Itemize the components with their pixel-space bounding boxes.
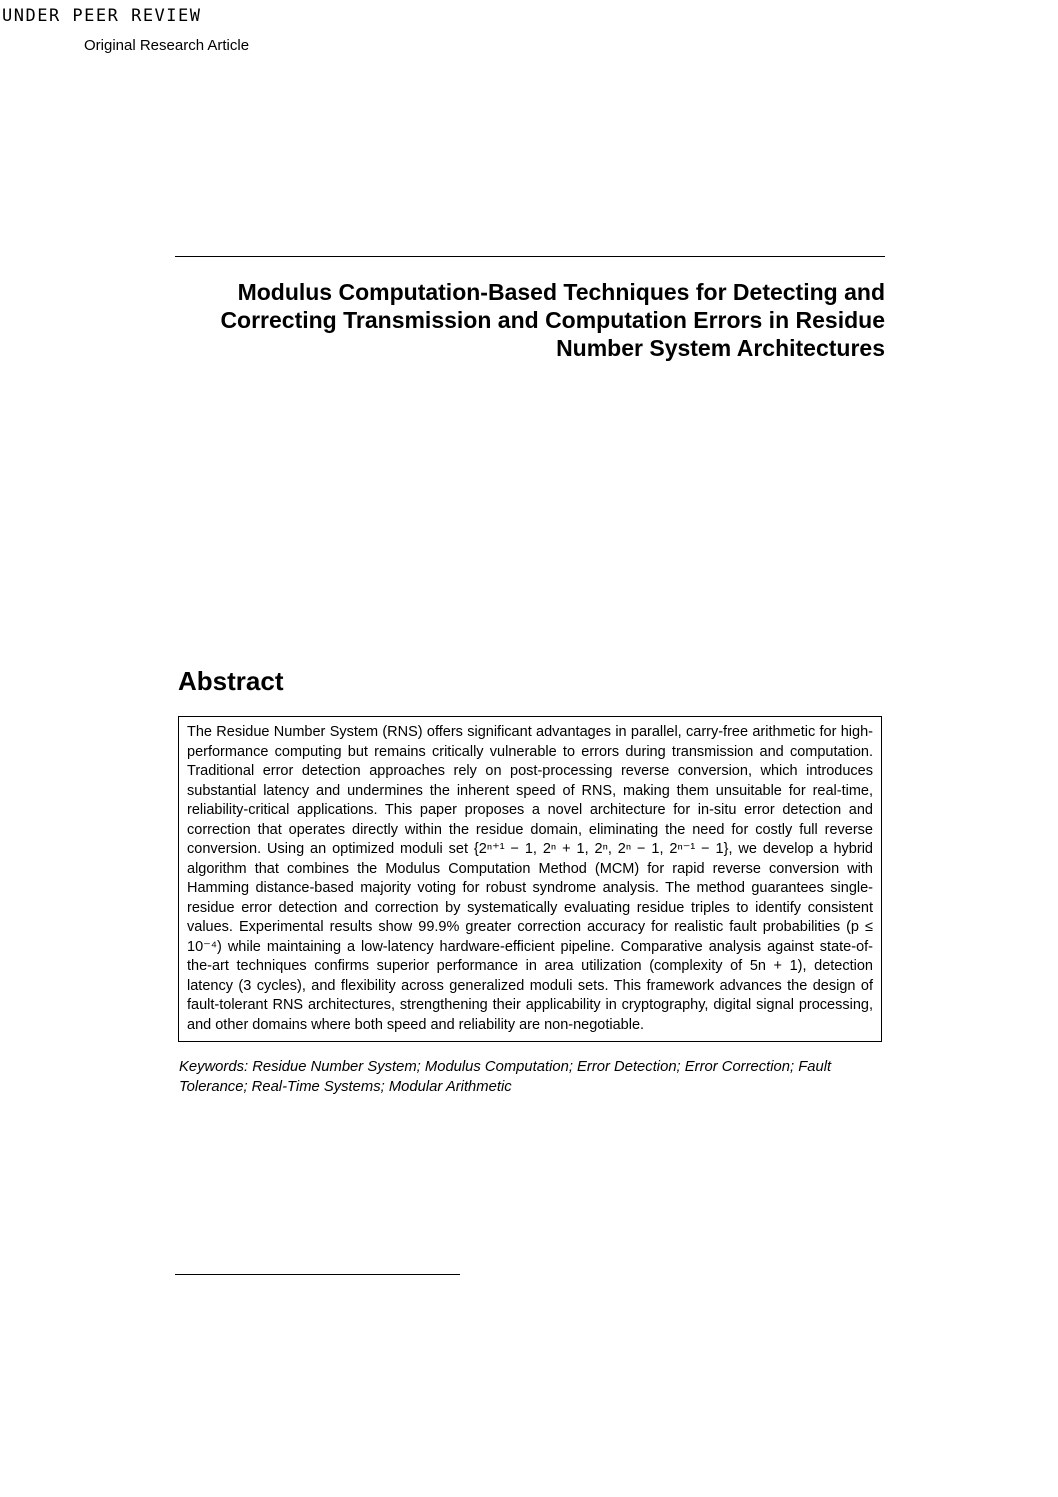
title-rule xyxy=(175,256,885,257)
keywords: Keywords: Residue Number System; Modulus Computation; Error Detection; Error Correction; Fault Tolerance; Real-Time Systems; Modular Arithmetic xyxy=(179,1059,832,1095)
footnote-rule xyxy=(175,1274,460,1275)
paper-title: Modulus Computation-Based Techniques for Detecting and Correcting Transmission and Computation Errors in Residue Number System Architectures xyxy=(220,279,885,361)
abstract-text: The Residue Number System (RNS) offers significant advantages in parallel, carry-free arithmetic for high-performance computing but remains critically vulnerable to errors during transmission and computation. Traditional error detection approaches rely on post-processing reverse conversion, which introduces substantial latency and undermines the inherent speed of RNS, making them unsuitable for real-time, reliability-critical applications. This paper proposes a novel architecture for in-situ error detection and correction that operates directly within the residue domain, eliminating the need for costly full reverse conversion. Using an optimized moduli set {2ⁿ⁺¹ − 1, 2ⁿ + 1, 2ⁿ, 2ⁿ − 1, 2ⁿ⁻¹ − 1}, we develop a hybrid algorithm that combines the Modulus Computation Method (MCM) for rapid reverse conversion with Hamming distance-based majority voting for robust syndrome analysis. The method guarantees single-residue error detection and correction by systematically evaluating residue triples to identify consistent values. Experimental results show 99.9% greater correction accuracy for realistic fault probabilities (p ≤ 10⁻⁴) while maintaining a low-latency hardware-efficient pipeline. Comparative analysis against state-of-the-art techniques confirms superior performance in area utilization (complexity of 5n + 1), detection latency (3 cycles), and flexibility across generalized moduli sets. This framework advances the design of fault-tolerant RNS architectures, strengthening their applicability in cryptography, digital signal processing, and other domains where both speed and reliability are non-negotiable. xyxy=(187,724,873,1033)
peer-review-watermark: UNDER PEER REVIEW xyxy=(2,6,202,26)
abstract-heading: Abstract xyxy=(178,666,284,696)
article-type-label: Original Research Article xyxy=(84,37,250,54)
abstract-box xyxy=(178,716,882,1042)
